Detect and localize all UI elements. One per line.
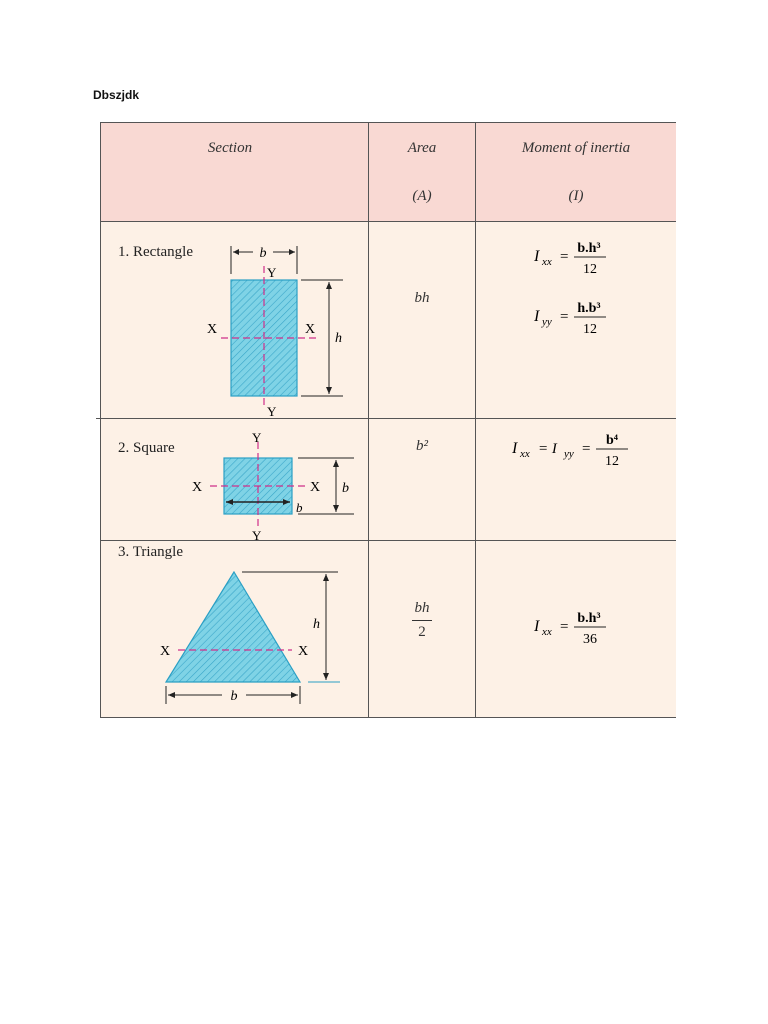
table-header-row	[100, 122, 676, 221]
formula-denominator: 12	[605, 454, 619, 469]
triangle-ixx-formula	[530, 600, 650, 650]
row-triangle-area-denominator: 2	[418, 624, 426, 640]
x-axis-label-right: X	[305, 322, 316, 337]
row-triangle-area-numerator: bh	[414, 600, 430, 616]
x-axis-label-right: X	[310, 480, 321, 495]
formula-lhs: I	[512, 440, 518, 457]
header-section: Section	[207, 140, 253, 156]
dim-arrowhead-top	[326, 282, 332, 289]
table-border-bottom	[100, 717, 676, 718]
width-label: b	[259, 246, 267, 261]
header-area: Area	[407, 140, 437, 156]
formula-equals-i: = I	[538, 441, 557, 457]
y-axis-label-top: Y	[252, 430, 262, 445]
x-axis-label-left: X	[160, 644, 171, 659]
formula-subscript-xx: xx	[520, 448, 530, 460]
formula-subscript: xx	[542, 626, 552, 638]
formula-equals: =	[560, 249, 569, 265]
column-divider-1	[368, 122, 369, 718]
row-rectangle-area: bh	[414, 290, 430, 306]
row-square-label: 2. Square	[118, 440, 175, 456]
x-axis-label-right: X	[298, 644, 309, 659]
y-axis-label-bottom: Y	[252, 528, 262, 542]
header-moment-symbol: (I)	[568, 188, 584, 204]
formula-subscript-yy: yy	[564, 448, 574, 460]
area-fraction-bar	[412, 620, 432, 621]
row-rectangle-label: 1. Rectangle	[118, 244, 193, 260]
header-area-symbol: (A)	[412, 188, 432, 204]
dim-arrowhead-top	[333, 460, 339, 467]
section-properties-table	[100, 122, 676, 718]
formula-numerator: b⁴	[606, 433, 618, 448]
row-divider-2	[96, 418, 676, 419]
formula-numerator: h.b³	[577, 301, 601, 316]
formula-denominator: 36	[583, 632, 597, 647]
dim-arrowhead-bottom	[323, 673, 329, 680]
dim-arrowhead-left	[168, 692, 175, 698]
document-title: Dbszjdk	[93, 88, 140, 102]
column-divider-2	[475, 122, 476, 718]
formula-numerator: b.h³	[577, 241, 601, 256]
dim-arrowhead-bottom	[326, 387, 332, 394]
formula-lhs: I	[534, 248, 540, 265]
table-border-top	[100, 122, 676, 123]
row-triangle-label: 3. Triangle	[118, 544, 184, 560]
y-axis-label-top: Y	[267, 265, 277, 280]
row-square-area: b²	[416, 438, 428, 454]
square-moment-formula	[508, 422, 658, 472]
rectangle-iyy-formula	[530, 290, 650, 340]
x-axis-label-left: X	[207, 322, 218, 337]
rectangle-ixx-formula	[530, 230, 650, 280]
dim-arrowhead-right	[291, 692, 298, 698]
table-border-left	[100, 122, 101, 718]
formula-equals: =	[560, 309, 569, 325]
formula-subscript: xx	[542, 256, 552, 268]
formula-denominator: 12	[583, 262, 597, 277]
dim-arrowhead-bottom	[333, 505, 339, 512]
dim-arrowhead-right	[289, 249, 295, 255]
formula-lhs: I	[534, 308, 540, 325]
y-axis-label-bottom: Y	[267, 404, 277, 419]
rectangle-diagram	[195, 240, 365, 420]
row-divider-1	[100, 221, 676, 222]
formula-lhs: I	[534, 618, 540, 635]
formula-numerator: b.h³	[577, 611, 601, 626]
height-label: b	[342, 481, 349, 496]
formula-denominator: 12	[583, 322, 597, 337]
dim-arrowhead-top	[323, 574, 329, 581]
dim-arrowhead-left	[233, 249, 239, 255]
height-label: h	[313, 617, 320, 632]
x-axis-label-left: X	[192, 480, 203, 495]
square-diagram	[182, 422, 362, 542]
triangle-shape	[166, 572, 300, 682]
width-label: b	[230, 689, 238, 704]
formula-equals: =	[582, 441, 591, 457]
header-moment: Moment of inertia	[521, 140, 631, 156]
width-label: b	[296, 500, 303, 515]
formula-subscript: yy	[542, 316, 552, 328]
height-label: h	[335, 331, 342, 346]
formula-equals: =	[560, 619, 569, 635]
triangle-diagram	[150, 562, 365, 712]
